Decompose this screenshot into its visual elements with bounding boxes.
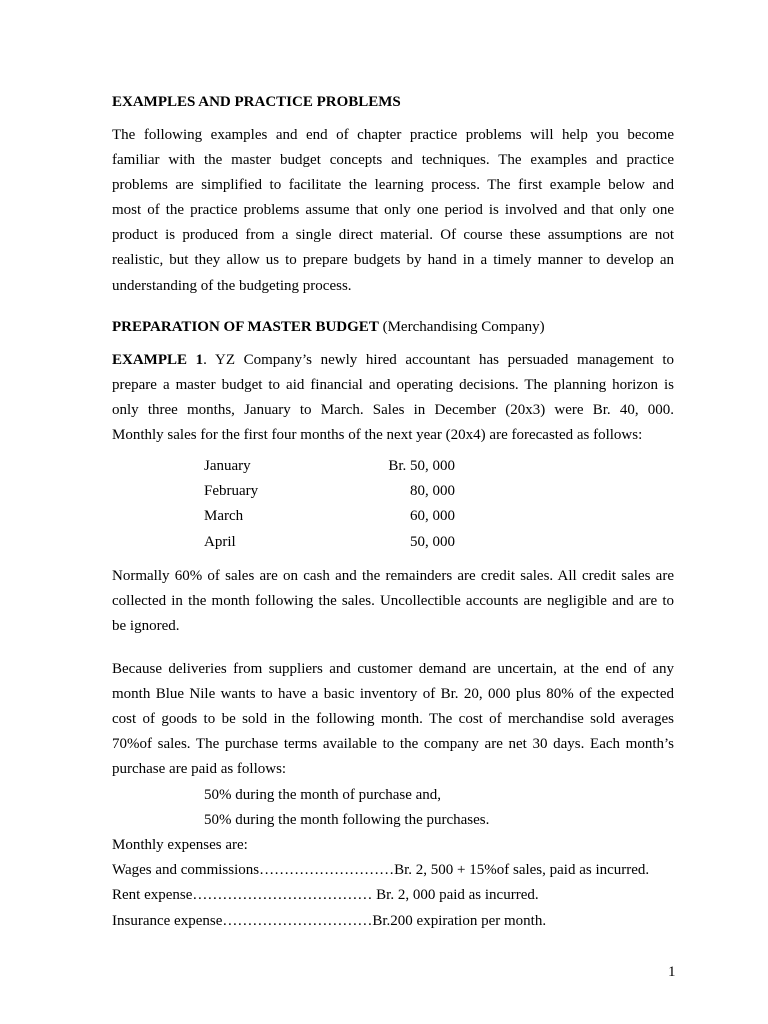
inventory-line: Because deliveries from suppliers and customer demand are uncertain, at the end of any (112, 661, 674, 677)
example-line: only three months, January to March. Sales in December (20x3) were Br. 40, 000. (112, 402, 674, 419)
example-line: Monthly sales for the first four months of the next year (20x4) are forecasted as follows: (112, 427, 643, 444)
intro-line: realistic, but they allow us to prepare budgets by hand in a timely manner to develop an (112, 252, 674, 269)
forecast-amount: 80, 000 (410, 483, 455, 500)
cash-line: be ignored. (112, 618, 180, 635)
forecast-amount: 60, 000 (410, 508, 455, 525)
forecast-month: January (204, 458, 251, 474)
page-number: 1 (668, 964, 676, 980)
heading-bold-part: PREPARATION OF MASTER BUDGET (112, 319, 379, 335)
example-line: prepare a master budget to aid financial and operating decisions. The planning horizon is (112, 377, 674, 394)
forecast-month: April (204, 533, 236, 550)
intro-line: familiar with the master budget concepts and techniques. The examples and practice (112, 152, 674, 169)
section-heading-master-budget (112, 319, 545, 336)
forecast-row (204, 483, 504, 508)
cash-line: collected in the month following the sales. Uncollectible accounts are negligible and are to (112, 593, 674, 610)
expense-line: Wages and commissions………………………Br. 2, 500 + 15%of sales, paid as incurred. (112, 862, 650, 878)
inventory-line: cost of goods to be sold in the following month. The cost of merchandise sold averages (112, 711, 674, 728)
cash-line: Normally 60% of sales are on cash and the remainders are credit sales. All credit sales are (112, 568, 674, 584)
sales-forecast-table (204, 458, 504, 559)
inventory-line: 70%of sales. The purchase terms available to the company are net 30 days. Each month’s (112, 736, 674, 753)
forecast-month: March (204, 508, 244, 525)
expense-line: Insurance expense…………………………Br.200 expiration per month. (112, 913, 547, 929)
expenses-intro: Monthly expenses are: (112, 837, 248, 853)
inventory-paragraph (112, 657, 674, 782)
expense-line: Rent expense……………………………… Br. 2, 000 paid as incurred. (112, 887, 539, 903)
example-first-line-text: . YZ Company’s newly hired accountant has persuaded management to (203, 352, 675, 368)
forecast-amount: Br. 50, 000 (388, 458, 455, 474)
payment-term: 50% during the month following the purchases. (204, 812, 490, 828)
intro-line: The following examples and end of chapter practice problems will help you become (112, 127, 674, 143)
forecast-row (204, 458, 504, 483)
forecast-month: February (204, 483, 259, 500)
forecast-row (204, 534, 504, 559)
inventory-line: purchase are paid as follows: (112, 761, 287, 778)
intro-paragraph (112, 123, 674, 299)
example-line (112, 348, 674, 373)
intro-line: product is produced from a single direct material. Of course these assumptions are not (112, 227, 674, 244)
section-heading-examples: EXAMPLES AND PRACTICE PROBLEMS (112, 94, 401, 110)
intro-line: problems are simplified to facilitate the learning process. The first example below and (112, 177, 674, 194)
forecast-row (204, 508, 504, 533)
intro-line: understanding of the budgeting process. (112, 277, 352, 294)
intro-line: most of the practice problems assume that only one period is involved and that only one (112, 202, 674, 219)
cash-sales-paragraph (112, 564, 674, 639)
heading-normal-part: (Merchandising Company) (378, 319, 545, 335)
payment-term: 50% during the month of purchase and, (204, 787, 442, 803)
example-label: EXAMPLE 1 (112, 352, 204, 368)
example-paragraph (112, 348, 674, 448)
inventory-line: month Blue Nile wants to have a basic inventory of Br. 20, 000 plus 80% of the expected (112, 686, 674, 703)
forecast-amount: 50, 000 (410, 533, 455, 550)
